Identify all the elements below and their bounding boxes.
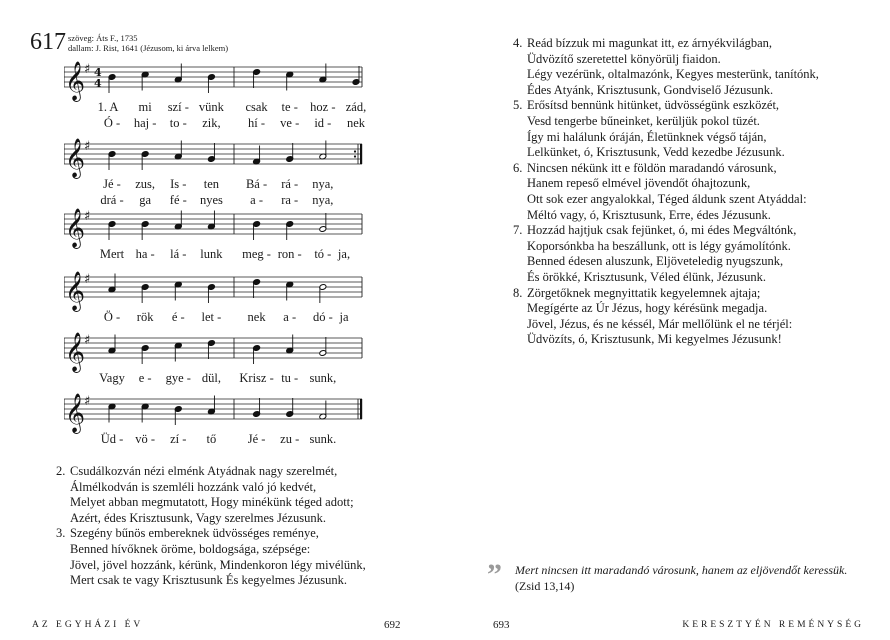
verse-line: Azért, édes Krisztusunk, Vagy szerelmes Jézusunk.: [70, 510, 326, 525]
lyric-syllable: nyes: [199, 193, 223, 207]
sharp-icon: ♯: [84, 139, 91, 154]
lyric-syllable: nya,: [312, 177, 334, 191]
verses-right: [513, 36, 883, 348]
verse-line: Csudálkozván nézi elménk Atyádnak nagy szerelmét,: [70, 464, 338, 478]
page-number-left: 692: [384, 619, 401, 631]
treble-clef-icon: 𝄞: [65, 271, 86, 311]
sharp-icon: ♯: [84, 333, 91, 348]
lyric-syllable: ja: [339, 310, 349, 324]
hymn-credits: [68, 33, 228, 53]
time-signature-top: 4: [94, 66, 102, 79]
lyric-line: [64, 176, 374, 192]
text-credit: szöveg: Áts F., 1735: [68, 33, 138, 43]
lyric-syllable: sunk.: [309, 432, 337, 446]
lyric-syllable: Üd -: [100, 432, 124, 446]
lyric-syllable: ga: [139, 193, 152, 207]
verse-line: Üdvözítő szeretettel könyörülj fiaidon.: [527, 51, 721, 66]
lyric-syllable: drá -: [100, 193, 124, 207]
treble-clef-icon: 𝄞: [65, 61, 86, 101]
verse-line: Ott sok ezer angyalokkal, Téged áldunk szent Atyáddal:: [527, 191, 807, 206]
verse-8: [513, 286, 883, 348]
lyric-line: [64, 370, 374, 386]
quote-reference: (Zsid 13,14): [515, 579, 575, 593]
lyric-syllable: rök: [136, 310, 154, 324]
verse-line: Álmélkodván is szemléli hozzánk való jó kedvét,: [70, 479, 317, 494]
lyric-syllable: nek: [346, 116, 366, 130]
lyric-syllable: mi: [138, 100, 152, 114]
lyric-syllable: te -: [281, 100, 298, 114]
verse-line: Méltó vagy, ó, Krisztusunk, Erre, édes Jézusunk.: [527, 207, 771, 222]
lyric-syllable: Jé -: [247, 432, 266, 446]
verse-line: Mert csak te vagy Krisztusunk És kegyelmes Jézusunk.: [70, 573, 348, 588]
verse-line: Koporsónkba ha beszállunk, ott is légy gyámolítónk.: [527, 238, 791, 253]
lyric-syllable: zád,: [345, 100, 367, 114]
verse-line: Nincsen nékünk itt e földön maradandó városunk,: [527, 160, 777, 175]
lyric-syllable: zus,: [135, 177, 156, 191]
lyric-line: [64, 431, 374, 447]
verse-line: Benned édesen aluszunk, Eljöveteledig nyugszunk,: [527, 254, 784, 269]
lyric-syllable: ron -: [277, 247, 302, 261]
lyric-syllable: csak: [245, 100, 268, 114]
sharp-icon: ♯: [84, 272, 91, 287]
lyric-syllable: sunk,: [309, 371, 337, 385]
verses-left: [56, 464, 436, 589]
lyric-syllable: zí -: [170, 432, 187, 446]
hymn-number: 617: [30, 29, 66, 55]
verse-line: Így mi halálunk óráján, Életünknek végső táján,: [527, 129, 767, 144]
final-barline: [360, 144, 362, 164]
verse-line: Lelkünket, ó, Krisztusunk, Vedd kezedbe Jézusunk.: [527, 145, 785, 160]
verse-number: 8.: [513, 285, 523, 300]
lyric-syllable: a -: [283, 310, 297, 324]
verse-line: Benned hívőknek öröme, boldogsága, szépsége:: [70, 541, 311, 556]
lyric-syllable: Bá -: [245, 177, 268, 191]
lyric-syllable: ve -: [280, 116, 300, 130]
verse-number: 7.: [513, 223, 523, 238]
repeat-dot: [354, 150, 356, 152]
verse-line: Vesd tengerbe bűneinket, kerüljük pokol tüzét.: [527, 113, 760, 128]
lyric-syllable: fé -: [169, 193, 187, 207]
lyric-syllable: meg -: [242, 247, 271, 261]
right-page: [445, 0, 890, 640]
lyric-syllable: ja,: [337, 247, 351, 261]
treble-clef-icon: 𝄞: [65, 208, 86, 248]
verse-number: 5.: [513, 98, 523, 113]
lyric-line: [64, 192, 374, 208]
lyric-syllable: vö -: [135, 432, 156, 446]
lyric-syllable: lá -: [170, 247, 187, 261]
lyric-syllable: 1. A: [97, 100, 119, 114]
running-title-left: AZ EGYHÁZI ÉV: [32, 620, 144, 630]
lyric-syllable: a -: [250, 193, 263, 207]
lyric-syllable: Ó -: [103, 116, 121, 130]
verse-line: Légy vezérünk, oltalmazónk, Kegyes mesterünk, tanítónk,: [527, 67, 819, 82]
verse-line: Hozzád hajtjuk csak fejünket, ó, mi édes Megváltónk,: [527, 223, 797, 238]
final-barline: [360, 399, 362, 419]
verse-line: Megígérte az Úr Jézus, hogy kérésünk megadja.: [527, 301, 768, 316]
verse-line: Melyet abban megmutatott, Hogy minékünk téged adott;: [70, 495, 354, 510]
lyric-syllable: gye -: [165, 371, 191, 385]
treble-clef-icon: 𝄞: [65, 393, 86, 433]
lyric-syllable: hí -: [248, 116, 266, 130]
verse-line: Üdvözíts, ó, Krisztusunk, Mi kegyelmes Jézusunk!: [527, 332, 782, 347]
verse-line: Jövel, jövel hozzánk, kérünk, Mindenkoron légy mivélünk,: [70, 557, 366, 572]
lyric-syllable: dül,: [201, 371, 221, 385]
lyric-syllable: zu -: [280, 432, 300, 446]
bible-quote: [515, 562, 855, 594]
verse-6: [513, 161, 883, 223]
lyric-syllable: tő: [206, 432, 217, 446]
lyric-syllable: Ö -: [103, 310, 121, 324]
lyric-syllable: e -: [138, 371, 152, 385]
lyric-syllable: to -: [169, 116, 187, 130]
lyric-syllable: vünk: [198, 100, 224, 114]
lyric-syllable: dó -: [312, 310, 333, 324]
lyric-syllable: ra -: [281, 193, 299, 207]
verse-line: És örökké, Krisztusunk, Véled élünk, Jézusunk.: [527, 269, 766, 284]
lyric-syllable: rá -: [281, 177, 299, 191]
lyric-line: [64, 99, 374, 115]
verse-line: Jövel, Jézus, és ne késsél, Már mellőlünk el ne térjél:: [527, 316, 793, 331]
lyric-syllable: Jé -: [103, 177, 121, 191]
lyric-syllable: ten: [203, 177, 220, 191]
sharp-icon: ♯: [84, 209, 91, 224]
verse-number: 3.: [56, 526, 66, 541]
verse-line: Erősítsd bennünk hitünket, üdvösségünk eszközét,: [527, 98, 780, 113]
time-signature-bottom: 4: [94, 77, 102, 90]
lyric-syllable: nya,: [312, 193, 334, 207]
sharp-icon: ♯: [84, 394, 91, 409]
sharp-icon: ♯: [84, 62, 91, 77]
verse-3: [56, 526, 436, 588]
verse-2: [56, 464, 436, 526]
verse-number: 2.: [56, 464, 66, 478]
verse-number: 4.: [513, 36, 523, 50]
lyric-syllable: Krisz -: [239, 371, 274, 385]
lyric-syllable: tu -: [281, 371, 299, 385]
verse-line: Édes Atyánk, Krisztusunk, Gondviselő Jézusunk.: [527, 82, 774, 97]
lyric-syllable: Is -: [170, 177, 187, 191]
repeat-dot: [354, 155, 356, 157]
lyric-line: [64, 115, 374, 131]
lyric-syllable: Vagy: [99, 371, 125, 385]
lyric-syllable: é -: [171, 310, 185, 324]
verse-line: Reád bízzuk mi magunkat itt, ez árnyékvilágban,: [527, 36, 773, 50]
lyric-line: [64, 246, 374, 262]
running-title-right: KERESZTYÉN REMÉNYSÉG: [682, 620, 864, 630]
lyric-syllable: tó -: [314, 247, 332, 261]
quote-text: Mert nincsen itt maradandó városunk, hanem az eljövendőt keressük.: [515, 563, 848, 577]
lyric-syllable: szí -: [167, 100, 189, 114]
verse-5: [513, 98, 883, 160]
verse-4: [513, 36, 883, 98]
treble-clef-icon: 𝄞: [65, 332, 86, 372]
verse-line: Hanem repeső elmével jövendőt óhajtozunk,: [527, 176, 751, 191]
quote-mark-icon: ”: [487, 558, 502, 591]
lyric-syllable: Mert: [99, 247, 125, 261]
tune-credit: dallam: J. Rist, 1641 (Jézusom, ki árva lelkem): [68, 43, 229, 53]
lyric-syllable: id -: [314, 116, 332, 130]
lyric-syllable: lunk: [200, 247, 223, 261]
verse-line: Szegény bűnös embereknek üdvösséges reménye,: [70, 526, 319, 541]
lyric-syllable: let -: [201, 310, 222, 324]
verse-number: 6.: [513, 160, 523, 175]
lyric-syllable: nek: [247, 310, 266, 324]
lyric-syllable: haj -: [133, 116, 157, 130]
lyric-line: [64, 309, 374, 325]
lyric-syllable: zik,: [202, 116, 221, 130]
verse-line: Zörgetőknek megnyittatik kegyelemnek ajtaja;: [527, 285, 761, 300]
treble-clef-icon: 𝄞: [65, 138, 86, 178]
page-number-right: 693: [493, 619, 510, 631]
lyric-syllable: hoz -: [310, 100, 336, 114]
verse-7: [513, 223, 883, 285]
lyric-syllable: ha -: [135, 247, 155, 261]
